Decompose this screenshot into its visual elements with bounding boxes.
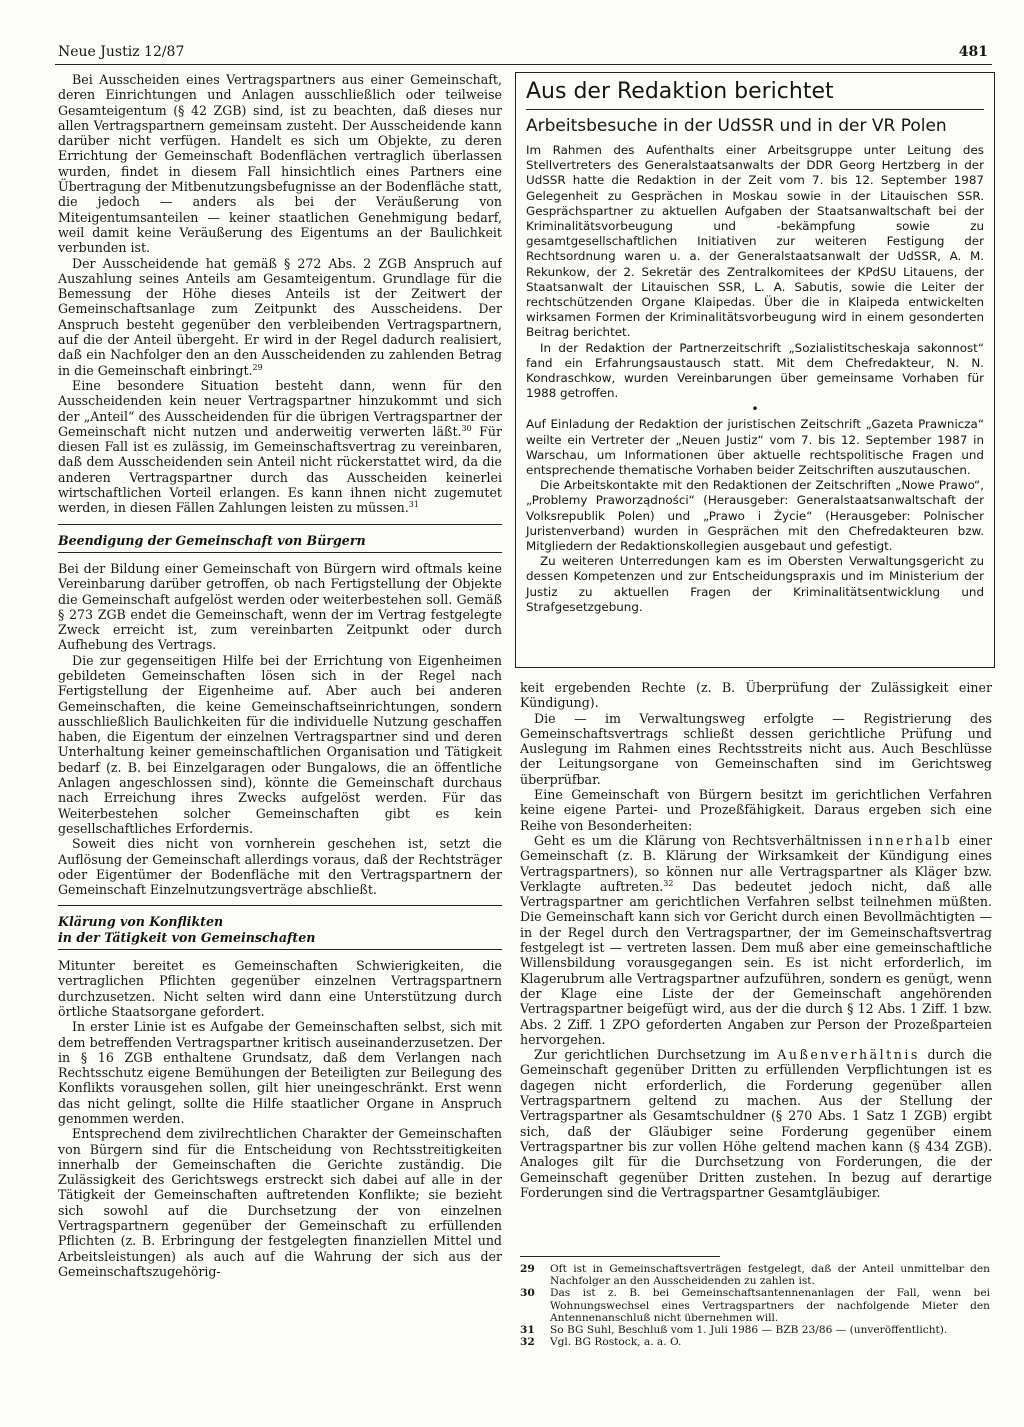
paragraph: Zu weiteren Unterredungen kam es im Obersten Verwaltungsgericht zu dessen Kompetenzen und zur Entscheidungspraxis und im Ministerium der Justiz zu aktuellen Fragen der Kriminalitätsentwicklung und Strafgesetzgebung. [526,554,984,614]
section-heading: Beendigung der Gemeinschaft von Bürgern [58,532,366,548]
paragraph: Im Rahmen des Aufenthalts einer Arbeitsgruppe unter Leitung des Stellvertreters des Generalstaatsanwalts der DDR Georg Hertzberg in der UdSSR hatte die Redaktion in der Zeit vom 7. bis 12. September 1987 Gelegenheit zu Gesprächen in Moskau sowie in der Litauischen SSR. Gesprächspartner zu aktuellen Aufgaben der Staatsanwaltschaft bei der Kriminalitätsvorbeugung und -bekämpfung sowie zu gesamtgesellschaftlichen Initiativen zur weiteren Festigung der Rechtsordnung waren u. a. der Generalstaatsanwalt der UdSSR, A. M. Rekunkow, der 2. Sekretär des Zentralkomitees der KPdSU Litauens, der Staatsanwalt der Litauischen SSR, L. A. Sabutis, sowie die Leiter der rechtschützenden Organe Klaipedas. Über die in Klaipeda entwickelten wirksamen Formen der Kriminalitätsvorbeugung wird in einem gesonderten Beitrag berichtet. [526,143,984,340]
paragraph: Eine besondere Situation besteht dann, wenn für den Ausscheidenden kein neuer Vertragspartner hinzukommt und sich der „Anteil“ des Ausscheidenden für die übrigen Vertragspartner der Gemeinschaft nicht nutzen und anderweitig verwerten läßt.$^{30}$ Für diesen Fall ist es zulässig, im Gemeinschaftsvertrag zu vereinbaren, daß dem Ausscheidenden sein Anteil nicht rückerstattet wird, da die anderen Vertragspartner durch das Ausscheiden keinerlei wirtschaftlichen Vorteil erlangen. Es kann ihnen nicht zugemutet werden, in diesen Fällen Zahlungen leisten zu müssen.$^{31}$ [58,377,502,516]
section-heading: in der Tätigkeit von Gemeinschaften [58,929,316,945]
paragraph: Die zur gegenseitigen Hilfe bei der Errichtung von Eigenheimen gebildeten Gemeinschaften lösen sich in der Regel nach Fertigstellung der Eigenheime auf. Aber auch bei anderen Gemeinschaften, die keine Gemeinschaftseinrichtungen, sondern ausschließlich Baulichkeiten für die individuelle Nutzung geschaffen haben, die Eigentum der einzelnen Vertragspartner sind und deren Unterhaltung keiner gemeinschaftlichen Organisation und Tätigkeit bedarf (z. B. bei Einzelgaragen oder Bungalows, die an öffentliche Anlagen angeschlossen sind), könnte die Gemeinschaft durchaus nach Erreichung ihres Zwecks aufgelöst werden. Für das Weiterbestehen solcher Gemeinschaften gibt es kein gesellschaftliches Erfordernis. [58,652,502,836]
separator-dot: • [751,402,759,417]
header-rule [55,64,992,65]
footnote: 29 Oft ist in Gemeinschaftsverträgen festgelegt, daß der Anteil unmittelbar den Nachfolger an den Ausscheidenden zu zahlen ist. [520,1263,990,1288]
section-heading: Klärung von Konflikten [58,914,224,930]
spaced-term: innerhalb [868,832,953,848]
paragraph: Mitunter bereitet es Gemeinschaften Schwierigkeiten, die vertraglichen Pflichten gegenüber einzelnen Vertragspartnern durchzusetzen. Nicht selten wird dann eine Unterstützung durch örtliche Staatsorgane gefordert. [58,958,502,1019]
footnote-ref: 31 [408,500,419,510]
paragraph: Eine Gemeinschaft von Bürgern besitzt im gerichtlichen Verfahren keine eigene Partei- und Prozeßfähigkeit. Daraus ergeben sich eine Reihe von Besonderheiten: [520,787,992,833]
left-column [58,72,502,1362]
spaced-term: Außenverhältnis [777,1047,920,1063]
footnote-ref: 32 [663,878,674,888]
footnote-rule [520,1256,720,1257]
footnotes [520,1263,990,1348]
right-column [520,680,992,1252]
paragraph: Bei Ausscheiden eines Vertragspartners aus einer Gemeinschaft, deren Einrichtungen und Anlagen ausschließlich oder teilweise Gesamteigentum (§ 42 ZGB) sind, ist zu beachten, daß dieses nur allen Vertragspartnern gemeinsam zusteht. Der Ausscheidende kann darüber nicht verfügen. Handelt es sich um Objekte, zu deren Errichtung der Gemeinschaft Bodenflächen vertraglich überlassen wurden, findet in diesem Fall hinsichtlich eines Partners eine Übertragung der Mitbenutzungsbefugnisse an der Bodenfläche statt, die jedoch — anders als bei der Veräußerung von Miteigentumsanteilen — keiner staatlichen Genehmigung bedarf, weil damit keine Veräußerung des Eigentums an der Baulichkeit verbunden ist. [58,72,502,256]
footnote-ref: 30 [461,423,472,433]
paragraph: Die Arbeitskontakte mit den Redaktionen der Zeitschriften „Nowe Prawo“, „Problemy Praworządności“ (Herausgeber: Generalstaatsanwaltschaft der Volksrepublik Polen) und „Prawo i Życie“ (Herausgeber: Polnischer Juristenverband) wurden in Gesprächen mit den Chefredakteuren bzw. Mitgliedern der Redaktionskollegien ausgebaut und gefestigt. [526,478,984,554]
paragraph: In erster Linie ist es Aufgabe der Gemeinschaften selbst, sich mit dem betreffenden Vertragspartner kritisch auseinanderzusetzen. Der in § 16 ZGB enthaltene Grundsatz, daß dem Verlangen nach Rechtsschutz eigene Bemühungen der Beteiligten zur Beilegung des Konflikts vorausgehen sollen, gilt hier uneingeschränkt. Erst wenn das nicht gelingt, sollte die Hilfe staatlicher Organe in Anspruch genommen werden. [58,1019,502,1126]
paragraph: Der Ausscheidende hat gemäß § 272 Abs. 2 ZGB Anspruch auf Auszahlung seines Anteils am Gesamteigentum. Grundlage für die Bemessung der Höhe dieses Anteils ist der Zeitwert der Gemeinschaftsanlage zum Zeitpunkt des Ausscheidens. Der Anspruch besteht gegenüber den verbleibenden Vertragspartnern, auf die der Anteil übergeht. Er wird in der Regel dadurch realisiert, daß ein Nachfolger den an den Ausscheidenden zu zahlenden Betrag in die Gemeinschaft einbringt.$^{29}$ [58,255,502,378]
paragraph: Zur gerichtlichen Durchsetzung im Außenverhältnis durch die Gemeinschaft gegenüber Dritten zu erfüllenden Verpflichtungen ist es dagegen nicht erforderlich, die Forderung gegenüber allen Vertragspartnern geltend zu machen. Aus der Stellung der Vertragspartner als Gesamtschuldner (§ 270 Abs. 1 Satz 1 ZGB) ergibt sich, daß der Gläubiger seine Forderung gegenüber einem Vertragspartner bis zur vollen Höhe geltend machen kann (§ 434 ZGB). Analoges gilt für die Durchsetzung von Forderungen, die der Gemeinschaft gegenüber Dritten zustehen. In bezug auf derartige Forderungen sind die Vertragspartner Gesamtgläubiger. [520,1047,992,1200]
footnote-ref: 29 [252,362,263,372]
paragraph: keit ergebenden Rechte (z. B. Überprüfung der Zulässigkeit einer Kündigung). [520,680,992,711]
paragraph: Entsprechend dem zivilrechtlichen Charakter der Gemeinschaften von Bürgern sind für die Entscheidung von Rechtsstreitigkeiten innerhalb der Gemeinschaften die Gerichte zuständig. Die Zulässigkeit des Gerichtswegs erstreckt sich dabei auf alle in der Tätigkeit der Gemeinschaften auftretenden Konflikte; sie bezieht sich sowohl auf die Durchsetzung der von einzelnen Vertragspartnern gegenüber der Gemeinschaft zu erfüllenden Pflichten (z. B. Erbringung der festgelegten finanziellen Mittel und Arbeitsleistungen) als auch auf die Wahrung der sich aus der Gemeinschaftszugehörig- [58,1126,502,1279]
box-subtitle: Arbeitsbesuche in der UdSSR und in der VR Polen [526,116,947,136]
paragraph: Die — im Verwaltungsweg erfolgte — Registrierung des Gemeinschaftsvertrags schließt dessen gerichtliche Prüfung und Auslegung im Rahmen eines Rechtsstreits nicht aus. Auch Beschlüsse der Leitungsorgane von Gemeinschaften sind im Gerichtsweg überprüfbar. [520,710,992,787]
footnote: 30 Das ist z. B. bei Gemeinschaftsantennenanlagen der Fall, wenn bei Wohnungswechsel eines Vertragspartners der nachfolgende Mieter den Antennenanschluß nicht übernehmen will. [520,1287,990,1324]
footnote: 32 Vgl. BG Rostock, a. a. O. [520,1336,682,1349]
paragraph: Bei der Bildung einer Gemeinschaft von Bürgern wird oftmals keine Vereinbarung darüber getroffen, ob nach Fertigstellung der Objekte die Gemeinschaft aufgelöst werden oder weiterbestehen soll. Gemäß § 273 ZGB endet die Gemeinschaft, wenn der im Vertrag festgelegte Zweck erreicht ist, zum vereinbarten Zeitpunkt oder durch Aufhebung des Vertrags. [58,560,502,653]
footnote: 31 So BG Suhl, Beschluß vom 1. Juli 1986 — BZB 23/86 — (unveröffentlicht). [520,1324,948,1337]
box-title: Aus der Redaktion berichtet [526,79,984,110]
paragraph: Auf Einladung der Redaktion der juristischen Zeitschrift „Gazeta Prawnicza“ weilte ein Vertreter der „Neuen Justiz“ vom 7. bis 12. September 1987 in Warschau, um Informationen über aktuelle rechtspolitische Fragen und entsprechende thematische Vorhaben beider Zeitschriften auszutauschen. [526,417,984,478]
paragraph: Soweit dies nicht von vornherein geschehen ist, setzt die Auflösung der Gemeinschaft allerdings voraus, daß der Rechtsträger oder Eigentümer der Bodenfläche mit den Vertragspartnern der Gemeinschaft Einzelnutzungsverträge abschließt. [58,836,502,898]
paragraph: Geht es um die Klärung von Rechtsverhältnissen innerhalb einer Gemeinschaft (z. B. Klärung der Wirksamkeit der Kündigung eines Vertragspartners), so können nur alle Vertragspartner als Kläger bzw. Verklagte auftreten.$^{32}$ Das bedeutet jedoch nicht, daß alle Vertragspartner am gerichtlichen Verfahren selbst teilnehmen müßten. Die Gemeinschaft kann sich vor Gericht durch einen Bevollmächtigten — in der Regel durch den Vertragspartner, der im Gemeinschaftsvertrag festgelegt ist — vertreten lassen. Dem muß aber eine gemeinschaftliche Willensbildung vorausgegangen sein. Es ist nicht erforderlich, im Klagerubrum alle Vertragspartner aufzuführen, sondern es genügt, wenn der Klage eine Liste der der Gemeinschaft angehörenden Vertragspartner beigefügt wird, aus der die durch § 12 Abs. 1 Ziff. 1 bzw. Abs. 2 Ziff. 1 ZPO geforderten Angaben zur Person der Prozeßparteien hervorgehen. [520,832,992,1047]
editorial-report-box [515,72,995,668]
paragraph: In der Redaktion der Partnerzeitschrift „Sozialistitscheskaja sakonnost“ fand ein Erfahrungsaustausch statt. Mit dem Chefredakteur, N. N. Kondraschkow, wurden Vereinbarungen über gemeinsame Vorhaben für 1988 getroffen. [526,340,984,401]
page-number: 481 [958,44,988,60]
running-header: Neue Justiz 12/87 [58,44,185,60]
